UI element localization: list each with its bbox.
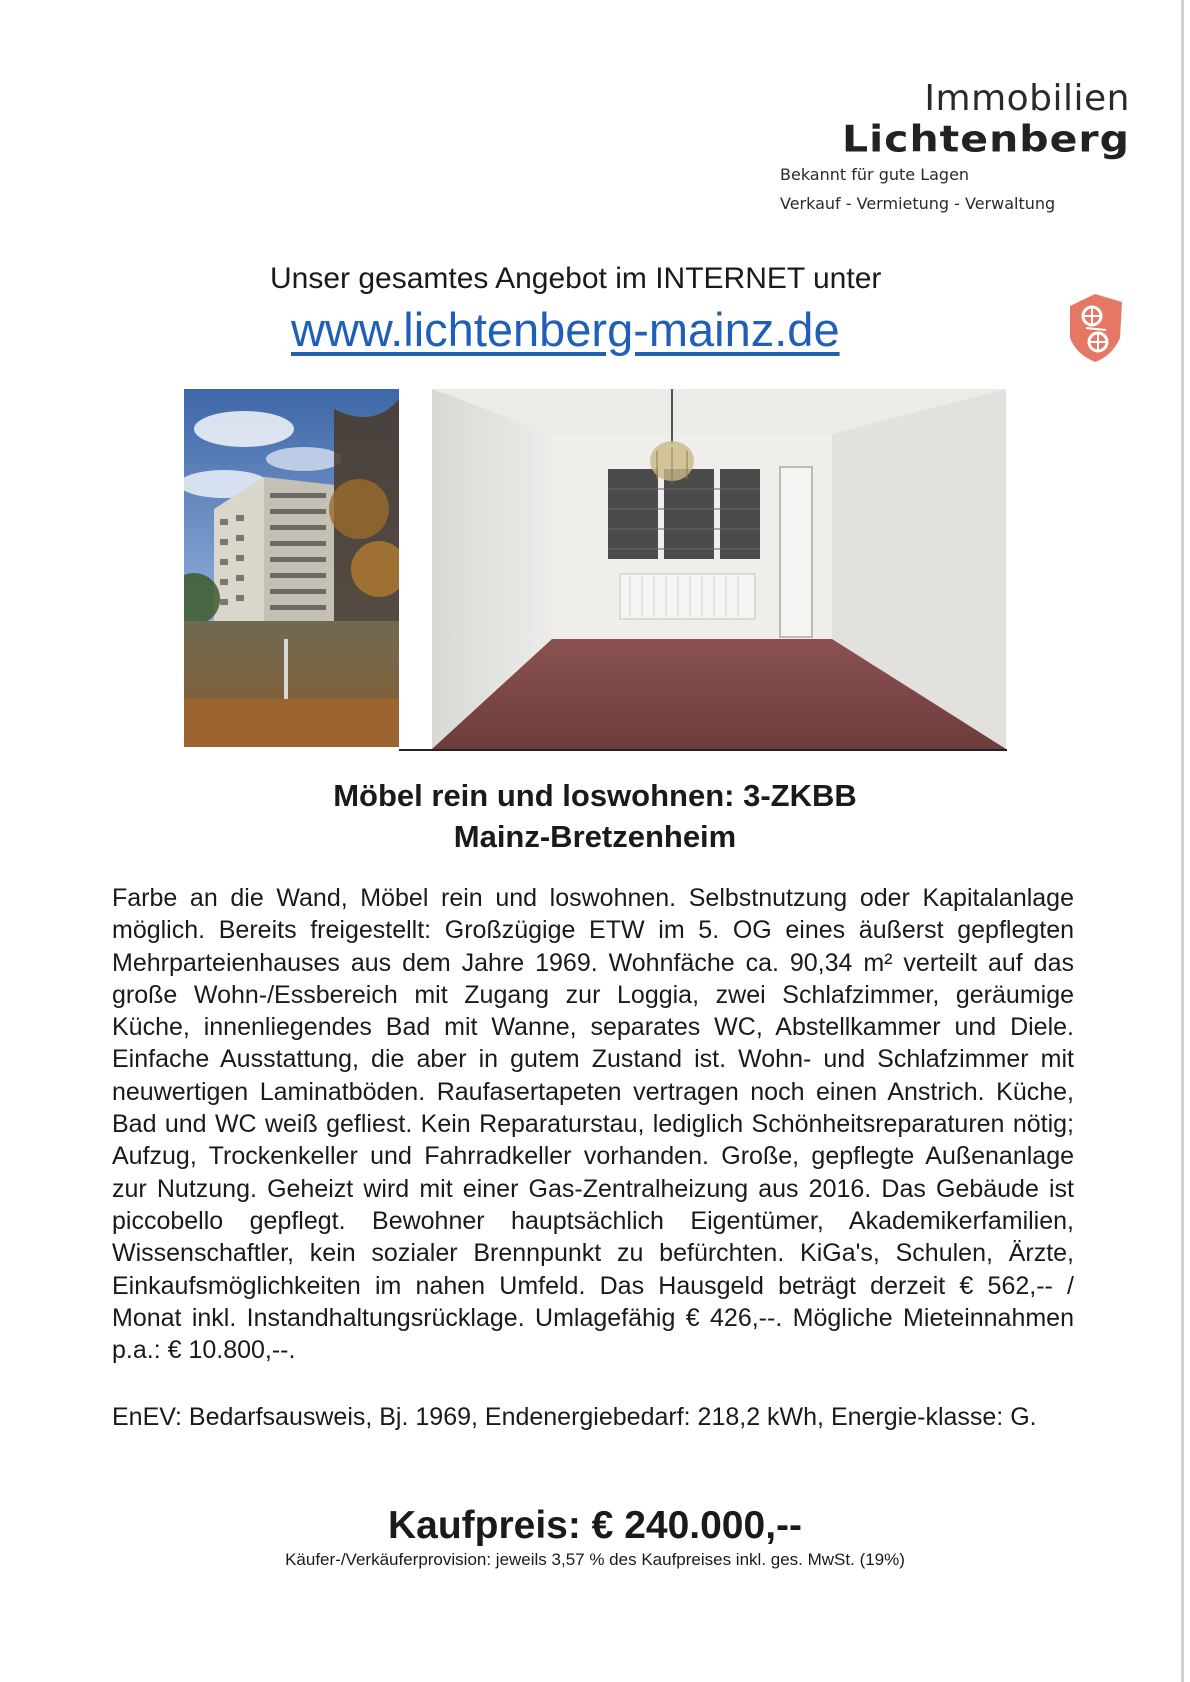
listing-title: Möbel rein und loswohnen: 3-ZKBB [333,778,857,813]
brand-services: Verkauf - Vermietung - Verwaltung [780,194,1056,213]
brand-name-logo: Lichtenberg [842,117,1130,161]
purchase-price: Kaufpreis: € 240.000,-- [387,1504,802,1547]
listing-description: Farbe an die Wand, Möbel rein und loswohnen. Selbstnutzung oder Kapitalanlage möglich. Bereits freigestellt: Großzügige ETW im 5. OG eines äußerst gepflegten Mehrparteienhauses aus dem Jahre 1969. Wohnfäche ca. 90,34 m² verteilt auf das große Wohn-/Essbereich mit Zugang zur Loggia, zwei Schlafzimmer, geräumige Küche, innenliegendes Bad mit Wanne, separates WC, Abstellkammer und Diele. Einfache Ausstattung, die aber in gutem Zustand ist. Wohn- und Schlafzimmer mit neuwertigen Laminatböden. Raufasertapeten vertragen noch einen Anstrich. Küche, Bad und WC weiß gefliest. Kein Reparaturstau, lediglich Schönheitsreparaturen nötig; Aufzug, Trockenkeller und Fahrradkeller vorhanden. Große, gepflegte Außenanlage zur Nutzung. Geheizt wird mit einer Gas-Zentralheizung aus 2016. Das Gebäude ist piccobello gepflegt. Bewohner hauptsächlich Eigentümer, Akademikerfamilien, Wissenschaftler, kein sozialer Brennpunkt zu befürchten. KiGa's, Schulen, Ärzte, Einkaufsmöglichkeiten im nahen Umfeld. Das Hausgeld beträgt derzeit € 562,-- / Monat inkl. Instandhaltungsrücklage. Umlagefähig € 426,--. Mögliche Mieteinnahmen p.a.: € 10.800,--. [112,884,1074,1365]
brand-tagline: Bekannt für gute Lagen [780,165,970,184]
listing-location: Mainz-Bretzenheim [453,819,737,854]
intro-text: Unser gesamtes Angebot im INTERNET unter [270,262,882,295]
brand-immobilien: Immobilien [924,78,1130,119]
brand-header [780,78,1130,213]
photo-baseline [399,749,1007,751]
commission-note: Käufer-/Verkäuferprovision: jeweils 3,57 % des Kaufpreises inkl. ges. MwSt. (19%) [285,1550,905,1569]
room-photo [432,389,1006,749]
energy-info: EnEV: Bedarfsausweis, Bj. 1969, Endenergiebedarf: 218,2 kWh, Energie-klasse: G. [112,1403,1037,1431]
mainz-crest-icon [1062,288,1128,364]
website-link[interactable]: www.lichtenberg-mainz.de [291,303,840,356]
building-photo [184,389,399,747]
